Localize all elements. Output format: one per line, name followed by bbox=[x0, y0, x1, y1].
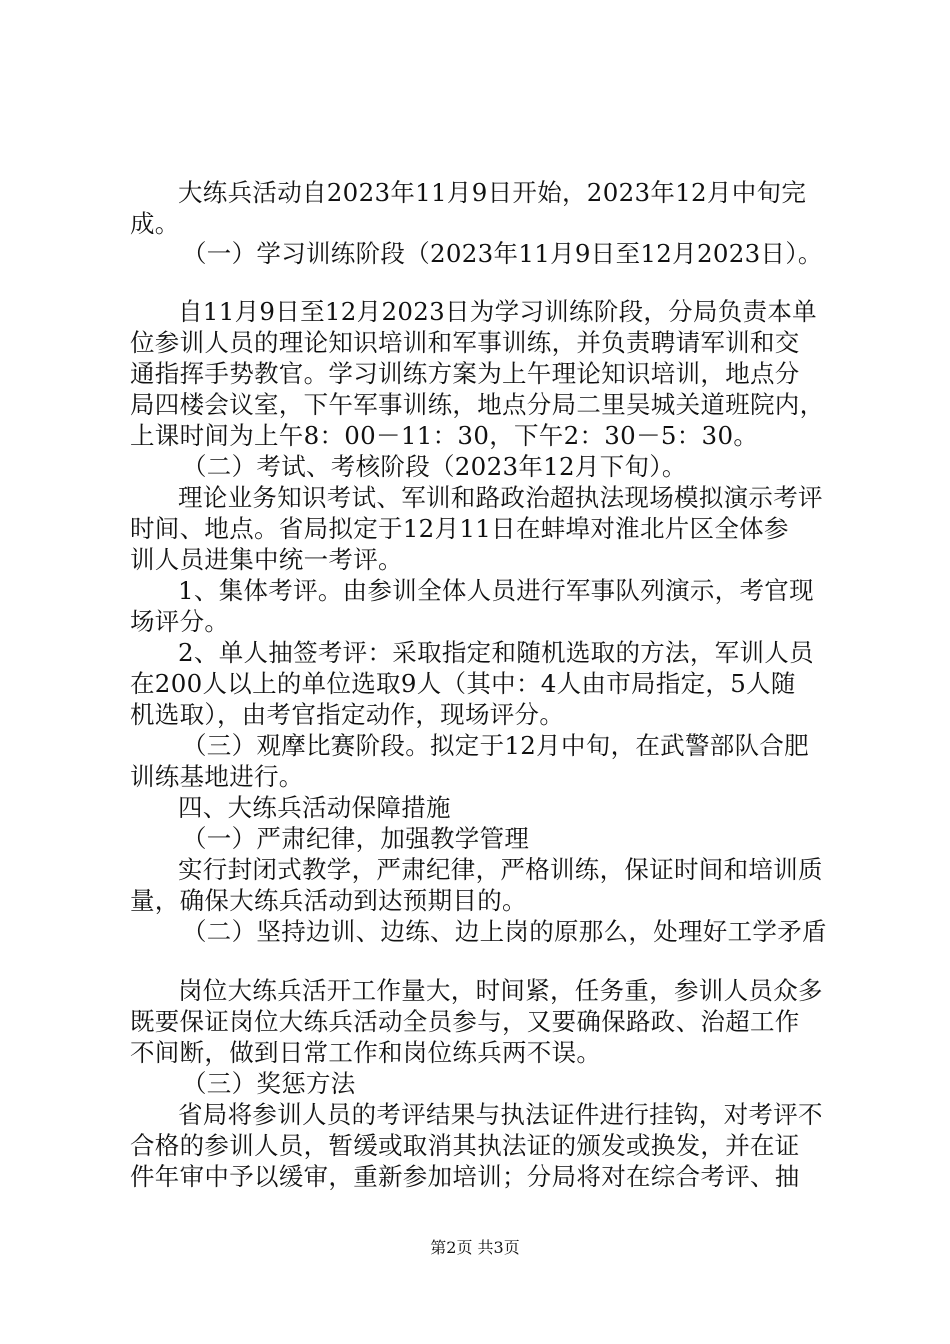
text-line: （一）严肃纪律，加强教学管理 bbox=[182, 824, 530, 853]
text-line: 训人员进集中统一考评。 bbox=[130, 545, 403, 574]
text-line: 不间断，做到日常工作和岗位练兵两不误。 bbox=[130, 1038, 602, 1067]
text-line: 在200人以上的单位选取9人（其中：4人由市局指定，5人随 bbox=[130, 669, 796, 698]
text-line: 件年审中予以缓审，重新参加培训；分局将对在综合考评、抽 bbox=[130, 1162, 800, 1191]
text-line: （一）学习训练阶段（2023年11月9日至12月2023日）。 bbox=[182, 239, 823, 268]
text-line: （三）奖惩方法 bbox=[182, 1069, 356, 1098]
text-line: （三）观摩比赛阶段。拟定于12月中旬，在武警部队合肥 bbox=[182, 731, 809, 760]
text-line: 大练兵活动自2023年11月9日开始，2023年12月中旬完 bbox=[178, 178, 807, 207]
text-line: 2、单人抽签考评：采取指定和随机选取的方法，军训人员 bbox=[178, 638, 814, 667]
text-line: 自11月9日至12月2023日为学习训练阶段，分局负责本单 bbox=[178, 297, 817, 326]
text-line: 位参训人员的理论知识培训和军事训练，并负责聘请军训和交 bbox=[130, 328, 800, 357]
text-line: 局四楼会议室，下午军事训练，地点分局二里吴城关道班院内， bbox=[130, 390, 825, 419]
text-line: 训练基地进行。 bbox=[130, 762, 304, 791]
text-line: 机选取），由考官指定动作，现场评分。 bbox=[130, 700, 565, 729]
text-line: 四、大练兵活动保障措施 bbox=[178, 793, 451, 822]
text-line: 岗位大练兵活开工作量大，时间紧，任务重，参训人员众多 bbox=[178, 976, 823, 1005]
text-line: 场评分。 bbox=[130, 607, 230, 636]
text-line: 合格的参训人员，暂缓或取消其执法证的颁发或换发，并在证 bbox=[130, 1131, 800, 1160]
text-line: 量，确保大练兵活动到达预期目的。 bbox=[130, 886, 527, 915]
text-line: 省局将参训人员的考评结果与执法证件进行挂钩，对考评不 bbox=[178, 1100, 823, 1129]
text-line: 时间、地点。省局拟定于12月11日在蚌埠对淮北片区全体参 bbox=[130, 514, 789, 543]
text-line: （二）坚持边训、边练、边上岗的原那么，处理好工学矛盾 bbox=[182, 917, 827, 946]
text-line: 既要保证岗位大练兵活动全员参与，又要确保路政、治超工作 bbox=[130, 1007, 800, 1036]
text-line: 通指挥手势教官。学习训练方案为上午理论知识培训，地点分 bbox=[130, 359, 800, 388]
text-line: 实行封闭式教学，严肃纪律，严格训练，保证时间和培训质 bbox=[178, 855, 823, 884]
text-line: 上课时间为上午8：00－11：30，下午2：30－5：30。 bbox=[130, 421, 759, 450]
text-line: 1、集体考评。由参训全体人员进行军事队列演示，考官现 bbox=[178, 576, 814, 605]
page-number-footer: 第2页 共3页 bbox=[430, 1238, 520, 1257]
text-line: 成。 bbox=[130, 209, 180, 238]
text-line: 理论业务知识考试、军训和路政治超执法现场模拟演示考评 bbox=[178, 483, 823, 512]
text-line: （二）考试、考核阶段（2023年12月下旬）。 bbox=[182, 452, 687, 481]
